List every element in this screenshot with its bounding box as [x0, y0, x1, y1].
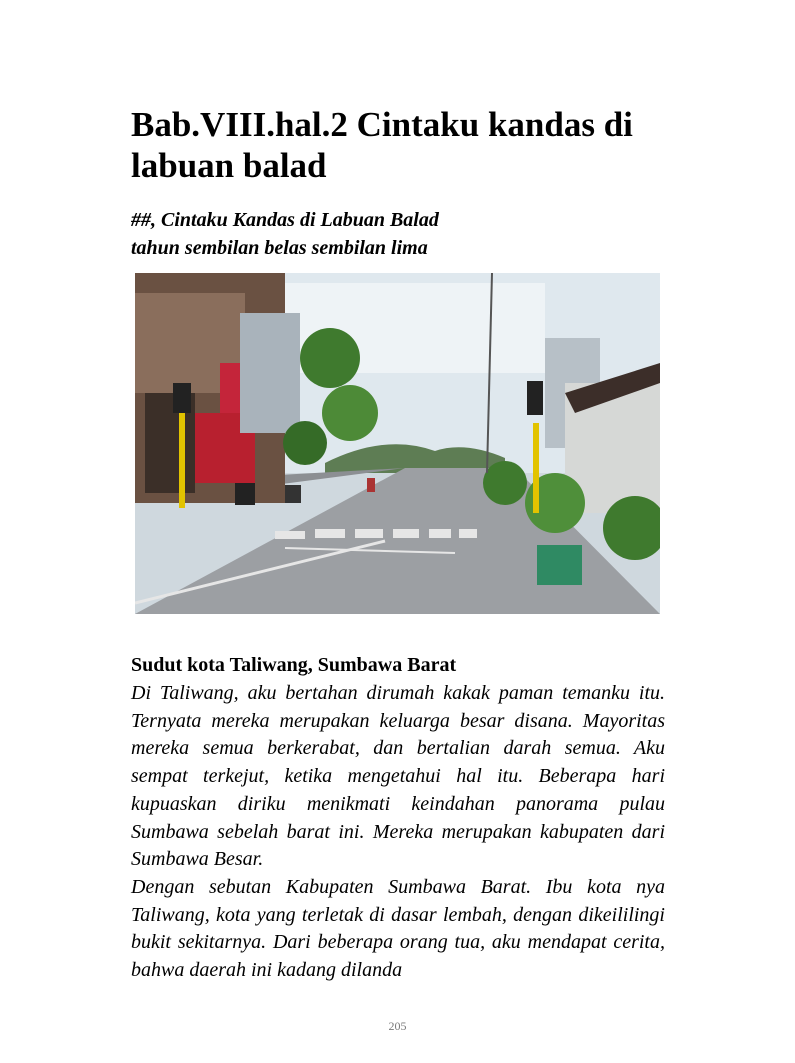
subtitle-line1: Cintaku Kandas di Labuan Balad [161, 209, 439, 231]
street-photo-icon [135, 273, 660, 614]
body-text [131, 680, 665, 985]
chapter-title: Bab.VIII.hal.2 Cintaku kandas di labuan balad [131, 105, 633, 185]
street-photo [135, 273, 660, 614]
subtitle: ##, Cintaku Kandas di Labuan Balad tahun sembilan belas sembilan lima [131, 209, 439, 259]
subtitle-prefix: ## [131, 209, 151, 231]
paragraph: Di Taliwang, aku bertahan dirumah kakak paman temanku itu. Ternyata mereka merupakan keluarga besar disana. Mayoritas mereka semua berkerabat, dan bertalian darah semua. Aku sempat terkejut, ketika mengetahui hal itu. Beberapa hari kupuaskan diriku menikmati keindahan panorama pulau Sumbawa sebelah barat ini. Mereka merupakan kabupaten dari Sumbawa Besar. [131, 682, 665, 871]
photo-caption: Sudut kota Taliwang, Sumbawa Barat [131, 654, 457, 676]
paragraph: Dengan sebutan Kabupaten Sumbawa Barat. Ibu kota nya Taliwang, kota yang terletak di dasar lembah, dengan dikeililingi bukit sekitarnya. Dari beberapa orang tua, aku mendapat cerita, bahwa daerah ini kadang dilanda [131, 875, 665, 982]
subtitle-line2: tahun sembilan belas sembilan lima [131, 237, 428, 259]
page-number: 205 [388, 1019, 407, 1033]
